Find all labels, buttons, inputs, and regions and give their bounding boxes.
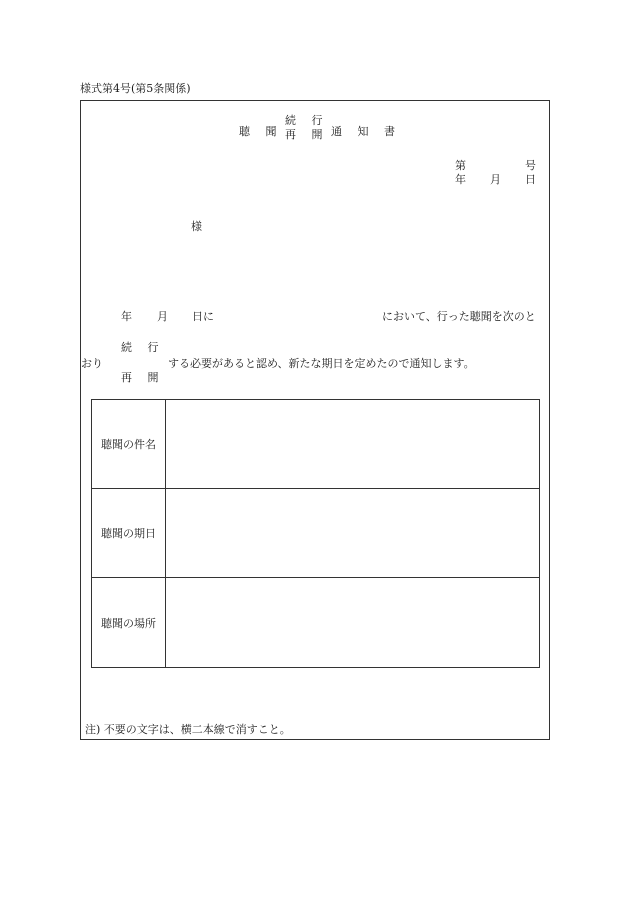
table-row-value <box>166 489 539 577</box>
addressee-honorific: 様 <box>191 220 202 233</box>
table-row <box>92 578 539 667</box>
title-option-resume: 再 開 <box>285 128 329 141</box>
title-left: 聴 聞 <box>239 125 283 138</box>
body-date-year: 年 <box>121 310 132 323</box>
body-date-month: 月 <box>157 310 168 323</box>
table-row-label: 聴聞の件名 <box>92 400 166 488</box>
table-row <box>92 400 539 489</box>
ref-date-year: 年 <box>455 173 466 186</box>
table-row-label: 聴聞の期日 <box>92 489 166 577</box>
table-row-label: 聴聞の場所 <box>92 578 166 667</box>
document-frame <box>80 100 550 740</box>
ref-date-month: 月 <box>490 173 501 186</box>
body-option-resume: 再 開 <box>121 371 165 384</box>
body-line2-head: おり <box>81 357 103 370</box>
table-row <box>92 489 539 578</box>
footer-note: 注) 不要の文字は、横二本線で消すこと。 <box>85 723 291 736</box>
form-number-label: 様式第4号(第5条関係) <box>80 82 191 95</box>
title-right: 通 知 書 <box>331 125 401 138</box>
ref-date-day: 日 <box>525 173 536 186</box>
table-row-value <box>166 400 539 488</box>
body-date-day: 日に <box>192 310 214 323</box>
title-option-continue: 続 行 <box>285 114 329 127</box>
body-option-continue: 続 行 <box>121 341 165 354</box>
title-options <box>285 114 329 142</box>
body-line1-tail: において、行った聴聞を次のと <box>382 310 536 323</box>
ref-number-suffix: 号 <box>525 159 536 172</box>
table-row-value <box>166 578 539 667</box>
body-line2-tail: する必要があると認め、新たな期日を定めたので通知します。 <box>168 357 475 370</box>
ref-number-prefix: 第 <box>455 159 466 172</box>
hearing-details-table <box>91 399 540 668</box>
